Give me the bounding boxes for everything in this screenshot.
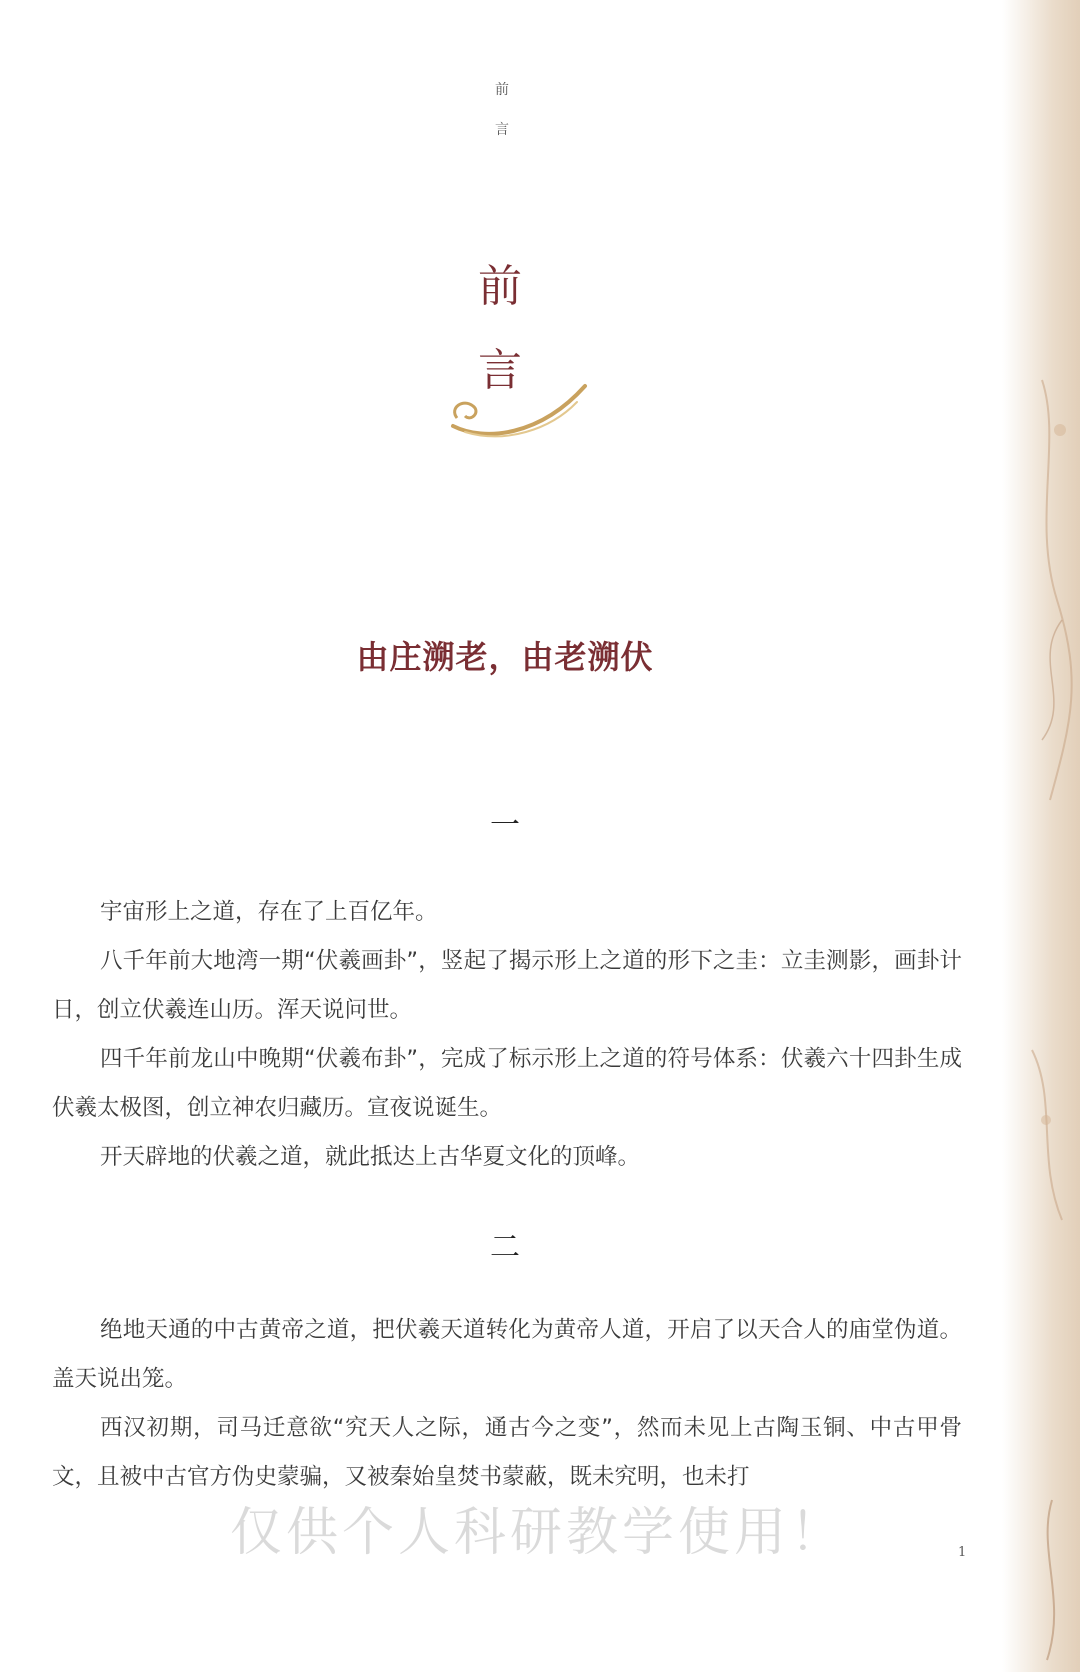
body-paragraph: 绝地天通的中古黄帝之道，把伏羲天道转化为黄帝人道，开启了以天合人的庙堂伪道。盖天说出笼。	[52, 1317, 962, 1392]
section-number: 一	[490, 808, 520, 843]
body-paragraph: 开天辟地的伏羲之道，就此抵达上古华夏文化的顶峰。	[100, 1144, 641, 1170]
chapter-title-char: 前	[478, 261, 522, 312]
chapter-title-char: 言	[478, 345, 522, 396]
body-paragraph: 宇宙形上之道，存在了上百亿年。	[100, 899, 438, 925]
section-number: 二	[490, 1230, 520, 1265]
body-paragraph: 西汉初期，司马迁意欲“究天人之际，通古今之变”，然而未见上古陶玉铜、中古甲骨文，且被中古官方伪史蒙骗，又被秦始皇焚书蒙蔽，既未究明，也未打	[52, 1415, 962, 1490]
body-paragraph: 四千年前龙山中晚期“伏羲布卦”，完成了标示形上之道的符号体系：伏羲六十四卦生成伏羲太极图，创立神农归藏历。宣夜说诞生。	[52, 1046, 962, 1121]
page-number: 1	[958, 1545, 967, 1560]
cloud-swirl-ornament	[445, 378, 595, 450]
body-paragraph: 八千年前大地湾一期“伏羲画卦”，竖起了揭示形上之道的形下之圭：立圭测影，画卦计日，创立伏羲连山历。浑天说问世。	[52, 948, 962, 1023]
watermark: 仅供个人科研教学使用！	[230, 1503, 847, 1563]
running-head-char: 前	[495, 82, 509, 98]
section-subtitle: 由庄溯老，由老溯伏	[356, 638, 654, 676]
decorative-page-edge	[1002, 0, 1080, 1672]
running-head	[490, 70, 514, 150]
running-head-char: 言	[495, 122, 509, 138]
